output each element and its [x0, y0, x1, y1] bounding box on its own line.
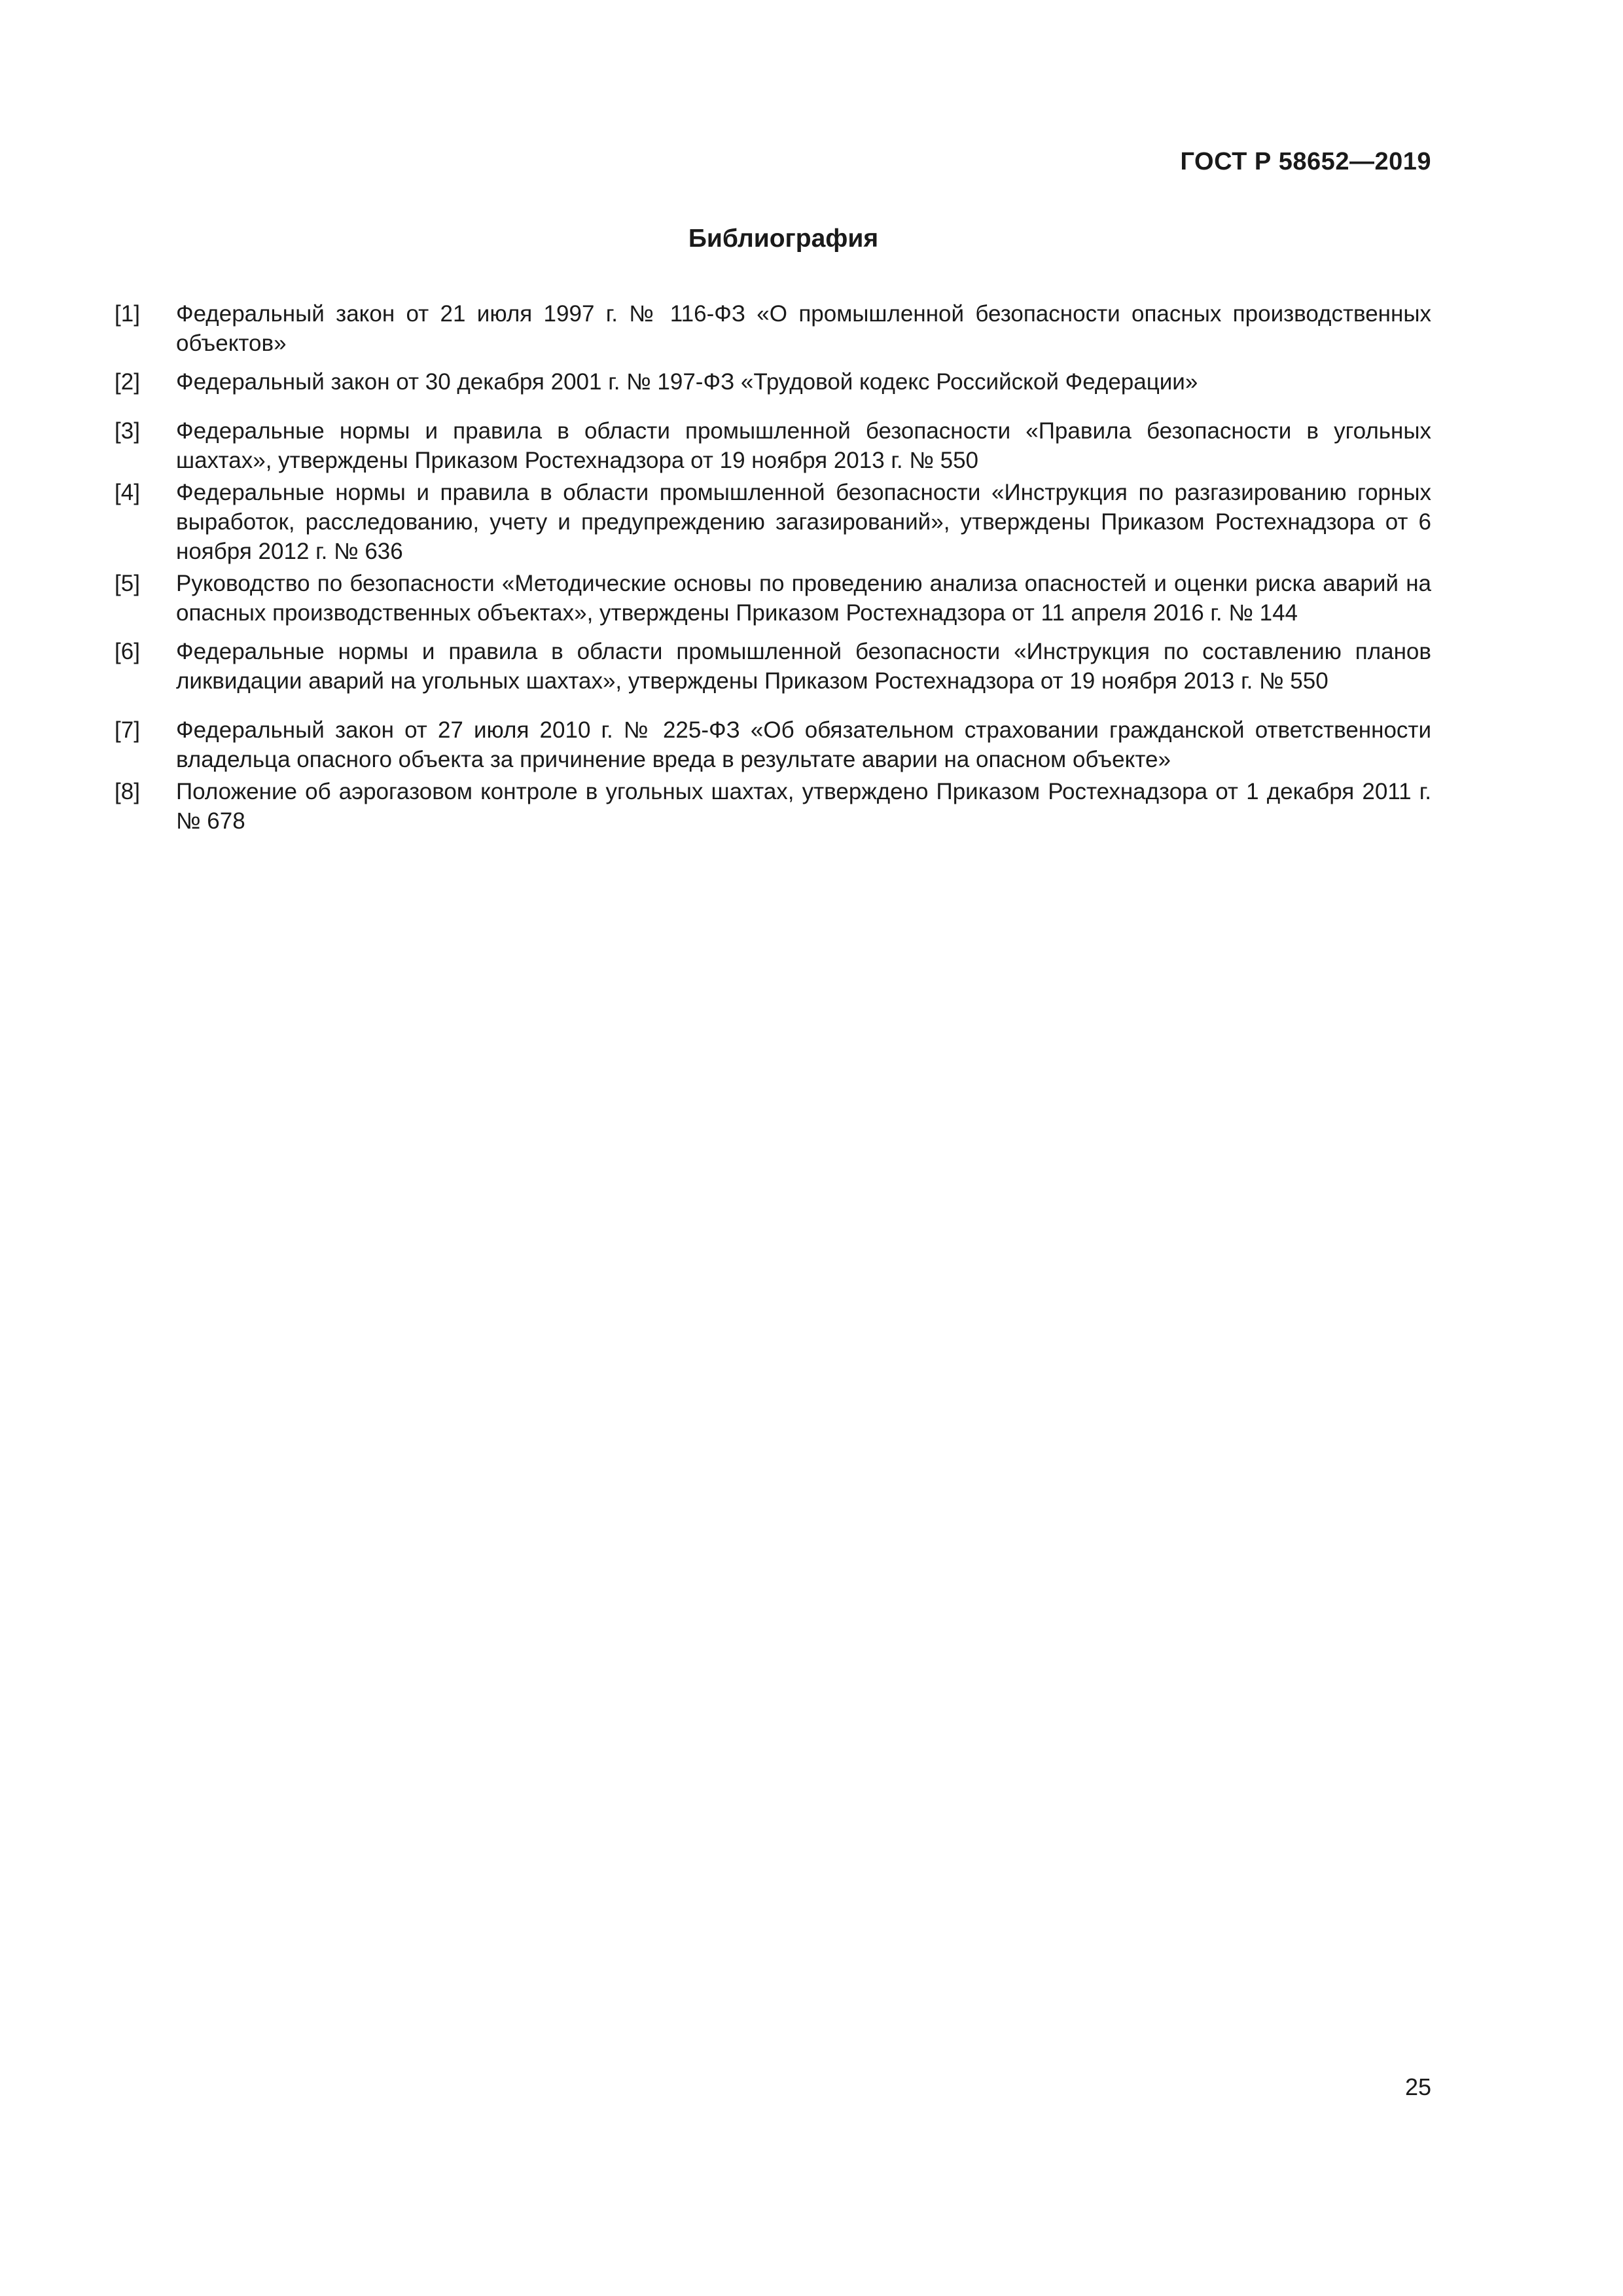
bibliography-item: [115, 299, 1431, 358]
bibliography-item-text: Федеральный закон от 30 декабря 2001 г. № 197-ФЗ «Трудовой кодекс Российской Федерации»: [176, 369, 1198, 395]
bibliography-item-text: Руководство по безопасности «Методические основы по проведению анализа опасностей и оценки риска аварий на опасных производственных объектах», утверждены Приказом Ростехнадзора от 11 апреля 2016 г. № 144: [176, 571, 1431, 626]
bibliography-item-number: [6]: [115, 639, 140, 664]
bibliography-item-text: Федеральный закон от 21 июля 1997 г. № 116-ФЗ «О промышленной безопасности опасных производственных объектов»: [176, 301, 1431, 356]
section-title: Библиография: [688, 224, 879, 253]
page-number: 25: [1404, 2073, 1431, 2100]
bibliography-item: [115, 416, 1431, 475]
bibliography-item: [115, 777, 1431, 836]
bibliography-item-number: [7]: [115, 717, 140, 743]
bibliography-item-number: [1]: [115, 301, 140, 327]
bibliography-item: [115, 637, 1431, 696]
bibliography-item-text: Федеральные нормы и правила в области промышленной безопасности «Инструкция по составлению планов ликвидации аварий на угольных шахтах», утверждены Приказом Ростехнадзора от 19 ноября 2013 г. № 550: [176, 639, 1431, 694]
bibliography-item: [115, 367, 1431, 397]
bibliography-item-number: [8]: [115, 779, 140, 804]
bibliography-item-number: [5]: [115, 571, 140, 596]
bibliography-list: [115, 299, 1431, 845]
bibliography-item-text: Положение об аэрогазовом контроле в угольных шахтах, утверждено Приказом Ростехнадзора от 1 декабря 2011 г. № 678: [176, 779, 1431, 834]
bibliography-item-text: Федеральный закон от 27 июля 2010 г. № 225-ФЗ «Об обязательном страховании гражданской ответственности владельца опасного объекта за причинение вреда в результате аварии на опасном объекте»: [176, 717, 1431, 772]
bibliography-item: [115, 478, 1431, 566]
bibliography-item-number: [2]: [115, 369, 140, 395]
bibliography-item-text: Федеральные нормы и правила в области промышленной безопасности «Инструкция по разгазированию горных выработок, расследованию, учету и предупреждению загазирований», утверждены Приказом Ростехнадзора от 6 ноября 2012 г. № 636: [176, 480, 1431, 564]
bibliography-item: [115, 569, 1431, 628]
bibliography-item-number: [3]: [115, 418, 140, 444]
bibliography-item: [115, 715, 1431, 774]
standard-code: ГОСТ Р 58652—2019: [1180, 148, 1431, 175]
bibliography-item-number: [4]: [115, 480, 140, 505]
bibliography-item-text: Федеральные нормы и правила в области промышленной безопасности «Правила безопасности в угольных шахтах», утверждены Приказом Ростехнадзора от 19 ноября 2013 г. № 550: [176, 418, 1431, 473]
